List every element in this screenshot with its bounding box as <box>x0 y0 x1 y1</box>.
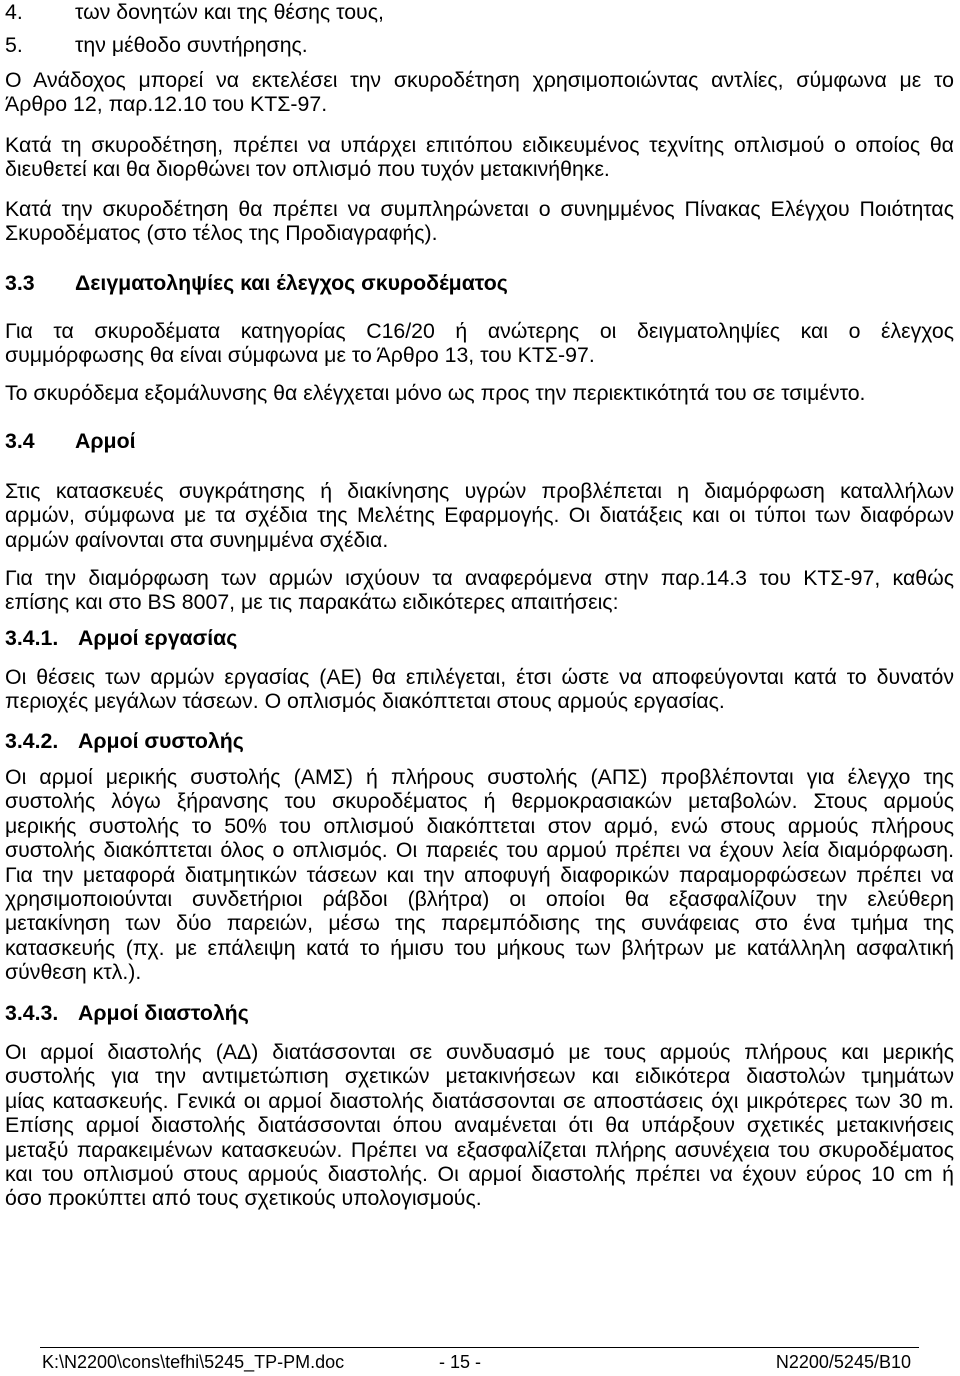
paragraph-line: Ο Ανάδοχος μπορεί να εκτελέσει την σκυροδέτηση χρησιμοποιώντας αντλίες, σύμφωνα με το <box>5 68 954 92</box>
list-item-number: 4. <box>5 0 23 24</box>
paragraph-line: μετακίνηση των δύο παρειών, μέσω της παρεμπόδισης της συνάφειας στο ένα τμήμα της <box>5 911 954 936</box>
paragraph-line: συμμόρφωσης θα είναι σύμφωνα με το Άρθρο 13, του ΚΤΣ-97. <box>5 343 595 368</box>
paragraph-line: μερικής συστολής το 50% του οπλισμού διακόπτεται στον αρμό, ενώ στους αρμούς πλήρους <box>5 813 954 838</box>
paragraph-line: σύνθεση κτλ.). <box>5 960 142 985</box>
paragraph-line: συστολής διακόπτεται όλος ο οπλισμός. Οι παρειές του αρμού πρέπει να έχουν λεία διαμόρφωση. <box>5 838 954 863</box>
paragraph-expansion-joints <box>5 1040 954 1211</box>
paragraph-line: Οι αρμοί διαστολής (ΑΔ) διατάσσονται σε συνδυασμό με τους αρμούς πλήρους και μερικής <box>5 1040 954 1064</box>
paragraph-sampling <box>5 319 954 368</box>
paragraph-line: μίας κατασκευής. Γενικά οι αρμοί διαστολής διατάσσονται σε αποστάσεις όχι μικρότερες των 30 m. <box>5 1088 954 1113</box>
section-heading-3-4 <box>5 429 954 453</box>
paragraph-line: Στις κατασκευές συγκράτησης ή διακίνησης υγρών προβλέπεται η διαμόρφωση καταλλήλων <box>5 479 954 503</box>
paragraph-pumping <box>5 68 954 117</box>
section-title: Αρμοί <box>75 429 136 453</box>
footer-doc-code: N2200/5245/B10 <box>775 1352 911 1372</box>
section-number: 3.4.2. <box>5 729 59 753</box>
paragraph-levelling-concrete <box>5 381 954 405</box>
paragraph-line: μεταξύ παρακειμένων κατασκευών. Πρέπει να εξασφαλίζεται πλήρης ασυνέχεια του σκυροδέματος <box>5 1137 954 1162</box>
paragraph-line: Άρθρο 12, παρ.12.10 του ΚΤΣ-97. <box>5 92 328 117</box>
paragraph-line: Κατά την σκυροδέτηση θα πρέπει να συμπληρώνεται ο συνημμένος Πίνακας Ελέγχου Ποιότητας <box>5 197 954 221</box>
paragraph-joints-requirements <box>5 566 954 615</box>
section-title: Δειγματοληψίες και έλεγχος σκυροδέματος <box>75 271 508 295</box>
section-number: 3.4.1. <box>5 626 59 650</box>
section-heading-3-4-2 <box>5 729 954 753</box>
paragraph-line: Επίσης αρμοί διαστολής διατάσσονται όπου αναμένεται ότι θα υπάρξουν σχετικές μετακινήσεις <box>5 1113 954 1138</box>
paragraph-line: Για την διαμόρφωση των αρμών ισχύουν τα αναφερόμενα στην παρ.14.3 του ΚΤΣ-97, καθώς <box>5 566 954 590</box>
paragraph-line: συστολής για την αντιμετώπιση σχετικών μετακινήσεων και ειδικότερα διαστολών τμημάτων <box>5 1064 954 1089</box>
paragraph-contraction-joints <box>5 765 954 985</box>
section-title: Αρμοί διαστολής <box>78 1001 249 1025</box>
footer-page-number: - 15 - <box>438 1352 481 1372</box>
paragraph-line: Το σκυρόδεμα εξομάλυνσης θα ελέγχεται μόνο ως προς την περιεκτικότητά του σε τσιμέντο. <box>5 381 866 405</box>
list-item-text: των δονητών και της θέσης τους, <box>75 0 384 24</box>
paragraph-line: Κατά τη σκυροδέτηση, πρέπει να υπάρχει επιτόπου ειδικευμένος τεχνίτης οπλισμού ο οποίος θα <box>5 133 954 157</box>
paragraph-line: και του οπλισμού στους αρμούς διαστολής. Οι αρμοί διαστολής πρέπει να έχουν εύρος 10 cm ή <box>5 1162 954 1187</box>
section-title: Αρμοί εργασίας <box>78 626 238 650</box>
list-item-text: την μέθοδο συντήρησης. <box>75 33 308 57</box>
paragraph-line: αρμών, σύμφωνα με τα σχέδια της Μελέτης Εφαρμογής. Οι διατάξεις και οι τύποι των διαφόρων <box>5 503 954 528</box>
list-item-number: 5. <box>5 33 23 57</box>
paragraph-joints-intro <box>5 479 954 552</box>
paragraph-line: κατασκευής (πχ. με επάλειψη κατά το ήμισυ του μήκους των βλήτρων με κατάλληλη ασφαλτική <box>5 935 954 960</box>
section-heading-3-4-3 <box>5 1001 954 1025</box>
section-title: Αρμοί συστολής <box>78 729 244 753</box>
paragraph-line: Οι αρμοί μερικής συστολής (ΑΜΣ) ή πλήρους συστολής (ΑΠΣ) προβλέπονται για έλεγχο της <box>5 765 954 789</box>
paragraph-reinforcement-technician <box>5 133 954 182</box>
footer-rule <box>40 1347 919 1348</box>
paragraph-quality-checklist <box>5 197 954 246</box>
paragraph-line: όσο προκύπτει από τους σχετικούς υπολογισμούς. <box>5 1186 482 1211</box>
section-heading-3-4-1 <box>5 626 954 650</box>
paragraph-line: αρμών φαίνονται στα συνημμένα σχέδια. <box>5 527 389 552</box>
section-number: 3.4 <box>5 429 35 453</box>
section-number: 3.3 <box>5 271 35 295</box>
section-heading-3-3 <box>5 271 954 295</box>
paragraph-line: περιοχές μεγάλων τάσεων. Ο οπλισμός διακόπτεται στους αρμούς εργασίας. <box>5 689 725 714</box>
paragraph-line: διευθετεί και θα διορθώνει τον οπλισμό που τυχόν μετακινήθηκε. <box>5 157 610 182</box>
list-item <box>5 33 954 57</box>
paragraph-construction-joints <box>5 665 954 714</box>
paragraph-line: Για την μεταφορά διατμητικών τάσεων και την αποφυγή διαφορικών παραμορφώσεων πρέπει να <box>5 862 954 887</box>
list-item <box>5 0 954 24</box>
footer-file-path: K:\N2200\cons\tefhi\5245_TP-PM.doc <box>42 1352 345 1372</box>
paragraph-line: χρησιμοποιούνται συνδετήριοι ράβδοι (βλήτρα) οι οποίοι θα εξασφαλίζουν την ελεύθερη <box>5 887 954 912</box>
paragraph-line: Οι θέσεις των αρμών εργασίας (ΑΕ) θα επιλέγεται, έτσι ώστε να αποφεύγονται κατά το δυνατόν <box>5 665 954 689</box>
paragraph-line: επίσης και στο BS 8007, με τις παρακάτω ειδικότερες απαιτήσεις: <box>5 590 619 615</box>
paragraph-line: Για τα σκυροδέματα κατηγορίας C16/20 ή ανώτερης οι δειγματοληψίες και ο έλεγχος <box>5 319 954 343</box>
paragraph-line: Σκυροδέματος (στο τέλος της Προδιαγραφής). <box>5 221 438 246</box>
paragraph-line: συστολής λόγω ξήρανσης του σκυροδέματος ή θερμοκρασιακών μεταβολών. Στους αρμούς <box>5 789 954 814</box>
section-number: 3.4.3. <box>5 1001 59 1025</box>
